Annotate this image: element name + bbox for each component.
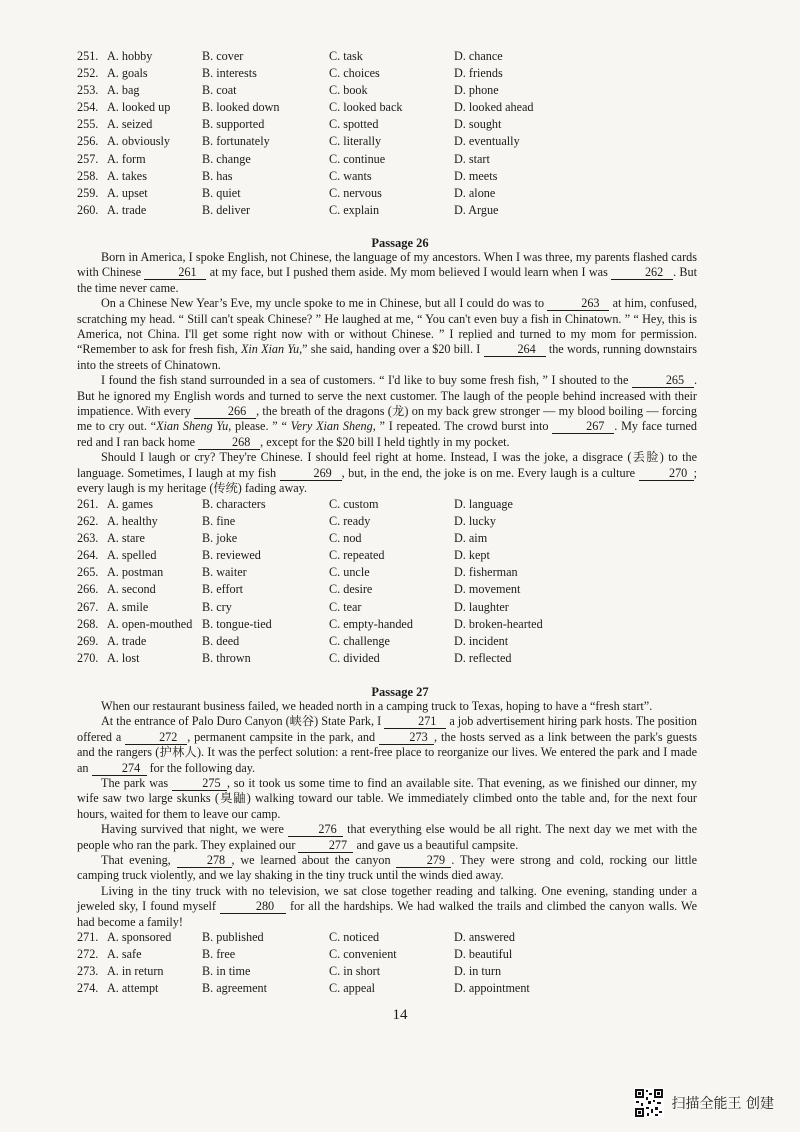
option-d: D. answered — [454, 930, 515, 944]
option-c: C. nervous — [329, 185, 382, 200]
question-row — [77, 564, 717, 581]
option-c: C. tear — [329, 599, 362, 614]
question-number: 271. — [77, 930, 99, 944]
option-b: B. effort — [202, 582, 244, 597]
option-c: C. in short — [329, 964, 381, 979]
question-number: 272. — [77, 947, 99, 962]
option-a: A. trade — [107, 633, 147, 648]
option-b: B. joke — [202, 531, 238, 546]
question-number: 266. — [77, 582, 99, 597]
question-row — [77, 980, 717, 997]
question-number: 254. — [77, 100, 99, 115]
question-row — [77, 202, 717, 219]
option-a: A. attempt — [107, 981, 159, 996]
question-number: 256. — [77, 134, 99, 149]
question-number: 264. — [77, 548, 99, 563]
option-d: D. friends — [454, 66, 503, 81]
option-d: D. alone — [454, 185, 496, 200]
option-d: D. beautiful — [454, 947, 513, 962]
option-b: B. cover — [202, 49, 244, 63]
option-b: B. change — [202, 151, 251, 166]
question-number: 261. — [77, 497, 99, 511]
question-row — [77, 650, 717, 667]
option-b: B. published — [202, 930, 264, 944]
question-number: 257. — [77, 151, 99, 166]
choices-261-270 — [77, 496, 717, 667]
blank-280: 280 — [220, 900, 286, 914]
question-number: 274. — [77, 981, 99, 996]
option-b: B. reviewed — [202, 548, 261, 563]
option-a: A. safe — [107, 947, 142, 962]
option-c: C. uncle — [329, 565, 370, 580]
blank-271: 271 — [384, 715, 446, 729]
option-b: B. coat — [202, 83, 237, 98]
question-row — [77, 133, 717, 150]
option-a: A. seized — [107, 117, 153, 132]
question-number: 273. — [77, 964, 99, 979]
passage-26-para-1: Born in America, I spoke English, not Chinese, the language of my ancestors. When I was three, my parents flashed cards with Chinese 261 at my face, but I pushed them aside. My mom believed I would learn when I was 262 . But the time never came. — [77, 250, 697, 295]
blank-261: 261 — [144, 266, 206, 280]
passage-27-para-3: The park was 275 , so it took us some time to find an available site. That evening, as we finished our dinner, my wife saw two large skunks (臭鼬) walking toward our table. We immediately climbed onto the table and, for the next four hours, waited for them to leave our camp. — [77, 776, 697, 821]
option-c: C. wants — [329, 168, 372, 183]
blank-273: 273 — [379, 731, 434, 745]
option-a: A. spelled — [107, 548, 157, 563]
option-c: C. choices — [329, 66, 380, 81]
option-d: D. lucky — [454, 514, 496, 529]
option-b: B. looked down — [202, 100, 280, 115]
question-row — [77, 99, 717, 116]
scanner-footer — [634, 1087, 774, 1119]
option-a: A. hobby — [107, 49, 153, 63]
option-b: B. characters — [202, 497, 266, 511]
question-number: 260. — [77, 202, 99, 217]
option-b: B. cry — [202, 599, 232, 614]
option-c: C. divided — [329, 650, 380, 665]
scanner-app-label: 扫描全能王 创建 — [671, 1096, 774, 1112]
blank-278: 278 — [177, 854, 232, 868]
option-c: C. book — [329, 83, 368, 98]
option-c: C. custom — [329, 497, 379, 511]
option-b: B. in time — [202, 964, 251, 979]
option-d: D. phone — [454, 83, 499, 98]
blank-276: 276 — [288, 823, 343, 837]
option-a: A. healthy — [107, 514, 158, 529]
option-c: C. repeated — [329, 548, 385, 563]
passage-26-title: Passage 26 — [371, 236, 429, 250]
option-a: A. postman — [107, 565, 164, 580]
qr-code-icon — [634, 1088, 664, 1118]
passage-27-para-1: When our restaurant business failed, we headed north in a camping truck to Texas, hoping to have a “fresh start”. — [101, 699, 653, 713]
passage-27-para-6: Living in the tiny truck with no television, we sat close together reading and talking. One evening, standing under a jeweled sky, I found myself 280 for all the hardships. We had walked the trails and climbed the canyon walls. We had become a family! — [77, 883, 697, 929]
question-row — [77, 946, 717, 963]
page-number: 14 — [392, 1007, 408, 1023]
blank-274: 274 — [92, 762, 147, 776]
question-number: 259. — [77, 185, 99, 200]
option-c: C. looked back — [329, 100, 403, 115]
option-c: C. continue — [329, 151, 386, 166]
option-a: A. games — [107, 497, 154, 511]
question-row — [77, 185, 717, 202]
option-d: D. broken-hearted — [454, 616, 543, 631]
option-c: C. nod — [329, 531, 362, 546]
passage-26-para-4: Should I laugh or cry? They're Chinese. I should feel right at home. Instead, I was the joke, a disgrace (丢脸) to the language. Sometimes, I laugh at my fish 269 , but, in the end, the joke is on me. Every laugh is a culture 270 ; every laugh is my heritage (传统) fading away. — [77, 450, 697, 496]
option-b: B. thrown — [202, 650, 251, 665]
blank-279: 279 — [396, 854, 451, 868]
option-b: B. waiter — [202, 565, 247, 580]
option-a: A. takes — [107, 168, 147, 183]
blank-264: 264 — [484, 343, 546, 357]
passage-26-text — [77, 250, 697, 497]
question-number: 263. — [77, 531, 99, 546]
question-row — [77, 963, 717, 980]
option-a: A. obviously — [107, 134, 170, 149]
option-a: A. lost — [107, 650, 140, 665]
blank-267: 267 — [552, 420, 614, 434]
question-row — [77, 496, 717, 513]
blank-269: 269 — [280, 467, 342, 481]
option-d: D. Argue — [454, 202, 499, 217]
passage-27-para-2: At the entrance of Palo Duro Canyon (峡谷) State Park, I 271 a job advertisement hiring park hosts. The position offered a 272 , permanent campsite in the park, and 273 , the hosts served as a link between the park's guests and the rangers (护林人). It was the perfect solution: a rent-free place to reorganize our lives. We entered the park and I made an 274 for the following day. — [77, 714, 698, 775]
option-c: C. explain — [329, 202, 380, 217]
option-a: A. stare — [107, 531, 145, 546]
blank-272: 272 — [125, 731, 187, 745]
question-row — [77, 530, 717, 547]
option-a: A. second — [107, 582, 156, 597]
question-row — [77, 82, 717, 99]
passage-26-para-2: On a Chinese New Year’s Eve, my uncle spoke to me in Chinese, but all I could do was to 263 at him, confused, scratching my head. “ Still can't speak Chinese? ” He laughed at me, “ You can't even buy a fish in Chinatown. ” “ Hey, this is America, not China. I'll get some right now with or without Chinese. ” I replied and turned to my mom for permission. “Remember to ask for fresh fish, Xin Xian Yu,” she said, handing over a $20 bill. I 264 the words, running downstairs into the streets of Chinatown. — [77, 296, 697, 372]
option-a: A. open-mouthed — [107, 616, 193, 631]
question-row — [77, 547, 717, 564]
option-b: B. agreement — [202, 981, 267, 996]
option-b: B. free — [202, 947, 236, 962]
option-b: B. fortunately — [202, 134, 270, 149]
option-c: C. task — [329, 49, 363, 63]
option-d: D. laughter — [454, 599, 509, 614]
option-c: C. appeal — [329, 981, 376, 996]
question-number: 270. — [77, 650, 99, 665]
question-row — [77, 581, 717, 598]
question-row — [77, 48, 717, 65]
option-d: D. looked ahead — [454, 100, 534, 115]
option-d: D. language — [454, 497, 513, 511]
option-d: D. aim — [454, 531, 488, 546]
question-number: 267. — [77, 599, 99, 614]
option-c: C. noticed — [329, 930, 380, 944]
option-a: A. goals — [107, 66, 148, 81]
option-b: B. has — [202, 168, 233, 183]
question-number: 251. — [77, 49, 99, 63]
question-number: 255. — [77, 117, 99, 132]
choices-271-274 — [77, 929, 717, 997]
question-row — [77, 616, 717, 633]
option-d: D. chance — [454, 49, 503, 63]
blank-265: 265 — [632, 374, 694, 388]
option-d: D. eventually — [454, 134, 520, 149]
option-c: C. challenge — [329, 633, 390, 648]
option-c: C. desire — [329, 582, 373, 597]
option-d: D. fisherman — [454, 565, 518, 580]
option-b: B. supported — [202, 117, 265, 132]
question-row — [77, 633, 717, 650]
option-c: C. convenient — [329, 947, 397, 962]
question-number: 269. — [77, 633, 99, 648]
option-c: C. ready — [329, 514, 371, 529]
option-b: B. quiet — [202, 185, 241, 200]
option-a: A. trade — [107, 202, 147, 217]
question-row — [77, 599, 717, 616]
question-number: 268. — [77, 616, 99, 631]
option-b: B. deliver — [202, 202, 251, 217]
option-a: A. form — [107, 151, 146, 166]
option-a: A. upset — [107, 185, 148, 200]
option-a: A. smile — [107, 599, 149, 614]
blank-262: 262 — [611, 266, 673, 280]
question-row — [77, 929, 717, 946]
option-d: D. reflected — [454, 650, 512, 665]
option-d: D. kept — [454, 548, 490, 563]
option-b: B. interests — [202, 66, 257, 81]
option-a: A. bag — [107, 83, 140, 98]
question-row — [77, 168, 717, 185]
passage-26-para-3: I found the fish stand surrounded in a sea of customers. “ I'd like to buy some fresh fish, ” I shouted to the 265 . But he ignored my English words and turned to serve the next customer. The laugh of the people behind increased with their impatience. With every 266 , the breath of the dragons (龙) on my back grew stronger — my blood boiling — forcing me to cry out. “Xian Sheng Yu, please. ” “ Very Xian Sheng, ” I repeated. The crowd burst into 267 . My face turned red and I ran back home 268 , except for the $20 bill I held tightly in my pocket. — [77, 373, 697, 449]
option-c: C. literally — [329, 134, 382, 149]
blank-270: 270 — [639, 467, 694, 481]
option-d: D. appointment — [454, 981, 530, 996]
option-b: B. fine — [202, 514, 236, 529]
option-d: D. incident — [454, 633, 509, 648]
option-a: A. sponsored — [107, 930, 172, 944]
blank-277: 277 — [298, 839, 353, 853]
question-row — [77, 151, 717, 168]
option-d: D. start — [454, 151, 490, 166]
question-number: 265. — [77, 565, 99, 580]
option-c: C. spotted — [329, 117, 379, 132]
question-number: 262. — [77, 514, 99, 529]
option-d: D. in turn — [454, 964, 502, 979]
option-d: D. movement — [454, 582, 521, 597]
blank-266: 266 — [194, 405, 256, 419]
question-number: 258. — [77, 168, 99, 183]
option-b: B. tongue-tied — [202, 616, 272, 631]
passage-27-title: Passage 27 — [371, 685, 429, 699]
question-number: 253. — [77, 83, 99, 98]
option-d: D. meets — [454, 168, 498, 183]
blank-275: 275 — [172, 777, 227, 791]
option-a: A. looked up — [107, 100, 171, 115]
blank-268: 268 — [198, 436, 260, 450]
option-a: A. in return — [107, 964, 164, 979]
option-c: C. empty-handed — [329, 616, 413, 631]
blank-263: 263 — [547, 297, 609, 311]
passage-27-para-4: Having survived that night, we were 276 that everything else would be all right. The next day we met with the people who ran the park. They explained our 277 and gave us a beautiful campsite. — [77, 822, 697, 852]
question-row — [77, 116, 717, 133]
question-row — [77, 513, 717, 530]
passage-27-para-5: That evening, 278 , we learned about the canyon 279 . They were strong and cold, rocking our little camping truck violently, and we lay shaking in the tiny truck until the winds died away. — [77, 853, 697, 883]
question-row — [77, 65, 717, 82]
passage-27-text — [77, 699, 697, 930]
question-number: 252. — [77, 66, 99, 81]
choices-251-260 — [77, 48, 717, 219]
option-d: D. sought — [454, 117, 502, 132]
option-b: B. deed — [202, 633, 240, 648]
